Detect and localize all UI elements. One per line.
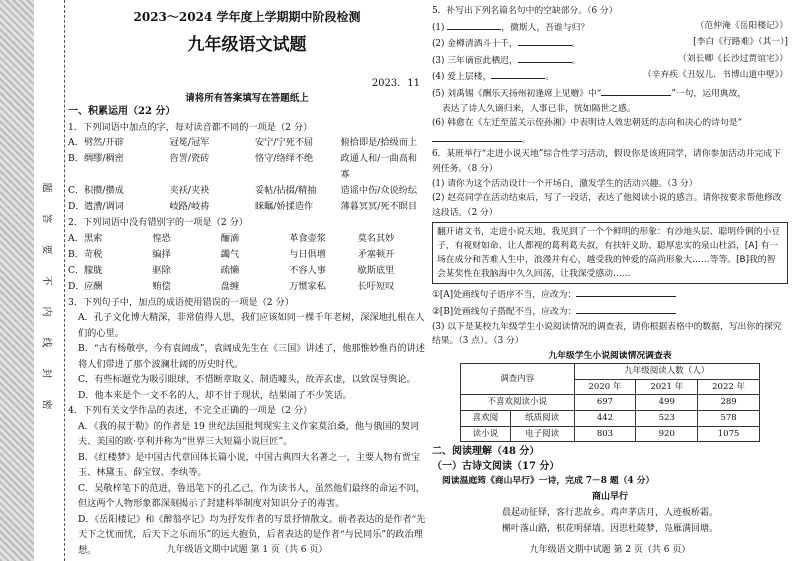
q1-b-2: 咨詈/瓷砖: [169, 153, 210, 164]
poem-title: 商山早行: [591, 492, 628, 503]
value-cell: 697: [574, 395, 636, 411]
q1-b-4: 政通人和/一曲高和寡: [340, 153, 418, 180]
q1-d-label: D．: [68, 201, 85, 212]
value-cell: 920: [636, 426, 698, 442]
q6-fix-a: [432, 286, 788, 303]
row-sublabel: 纸质阅读: [510, 411, 574, 427]
q1-a-3: 安宁/宁死不屈: [255, 137, 314, 148]
q5-1-text: ，微斯人，吾谁与归？: [501, 22, 590, 33]
value-cell: 803: [574, 426, 636, 442]
q5-line-1: [432, 19, 788, 36]
q4-stem: 4．下列有关文学作品的表述，不完全正确的一项是（2 分）: [68, 405, 313, 416]
q1-b-3: 恪守/络绎不绝: [255, 153, 314, 164]
q6-fix-b: [432, 303, 788, 320]
q5-line-3: [432, 52, 788, 69]
q2-stem: 2．下列词语中没有错别字的一项是（2 分）: [68, 217, 248, 228]
q5-1-source: （范仲淹《岳阳楼记》）: [695, 20, 788, 31]
q2-d-5: 长吁短叹: [357, 280, 395, 292]
q5-5-text-c: 表达了诗人久谪归来，人事已非，恍如隔世之感。: [442, 103, 636, 114]
seal-word: 不: [40, 275, 52, 286]
student-quote-box: 翻开诸文书，走进小说天地，我见到了一个个鲜明的形象：有沙地头层、聪明伶俐的小豆子，有视财如命、让人都视的葛利葛夫叔，有扶轩义助、聪厚忠实的泉山杜滔，[A] 有一场在成分和苦难人生中，浪漫并有心，越受我的钟爱的高尚形象大……等等。[B]我的智会某奖性在我脑海中久久回荡，让我深受感动……: [432, 222, 788, 284]
row-label: 喜欢阅: [461, 411, 511, 427]
q6-stem: 6．某班举行“走进小说天地”综合性学习活动，假设你是该班同学，请你参加活动并完成下列任务。（8 分）: [432, 149, 781, 174]
q1-c-2: 夹袄/夹袂: [169, 185, 210, 196]
q2-d-1: 应酬: [84, 280, 103, 292]
q3-stem: 3．下列句子中，加点的成语使用错误的一项是（2 分）: [68, 296, 294, 308]
year-cell: 2022 年: [698, 379, 760, 395]
q2-d-label: D．: [68, 280, 85, 292]
q5-2-end: 。: [571, 39, 581, 50]
q5-line-2: [432, 35, 788, 52]
subsection-poetry: （一）古诗文阅读（17 分）: [432, 460, 560, 472]
value-cell: 289: [698, 395, 760, 411]
year-cell: 2021 年: [636, 379, 698, 395]
section-accumulation: [68, 104, 426, 558]
q1-d-4: 薄暮冥冥/死不瞑目: [340, 201, 418, 212]
q1-c-label: C．: [68, 185, 85, 196]
answer-blank[interactable]: [491, 68, 545, 79]
q1-stem: 1．下列词语中加点的字，每对读音都不同的一项是（2 分）: [68, 121, 313, 133]
q1-d-3: 睐瞩/娇揉造作: [255, 201, 314, 212]
seal-word: 密: [40, 399, 52, 410]
seal-word: 线: [40, 337, 52, 348]
exam-title: 九年级语文试题: [187, 35, 307, 55]
q3-option-c: C．有些标题党为吸引眼球，不惜断章取义、制造噱头，故弄玄虚，以致误导舆论。: [78, 374, 416, 385]
q5-6-text: (6) 韩愈在《左迁至蓝关示侄孙湘》中表明诗人效忠朝廷的志向和决心的诗句是“: [432, 118, 743, 129]
exam-year-title: 2023～2024 学年度上学期期中阶段检测: [133, 10, 361, 24]
q2-c-2: 驱除: [152, 264, 171, 276]
q4-option-a: A．《我的叔于勒》的作者是 19 世纪法国批判现实主义作家莫泊桑，他与俄国的契诃夫、美国的欧·亨利并称为“世界三大短篇小说巨匠”。: [78, 420, 420, 447]
left-page: [68, 0, 426, 561]
answer-notice: 请将所有答案填写在答题纸上: [185, 93, 309, 104]
q2-a-3: 酾滴: [220, 232, 240, 244]
q3-option-b: B．“古有杨敬亭，今有袁阔成”，袁阔成先生在《三国》讲述了，他那惟妙惟肖的讲述将人们带进了那个波澜壮阔的历史时代。: [78, 343, 425, 370]
q1-a-1: 劈然/开辟: [84, 137, 124, 148]
value-cell: 578: [698, 411, 760, 427]
q2-options: [68, 231, 426, 295]
table-row: [461, 364, 760, 380]
q1-c-1: 积攒/攒成: [84, 185, 124, 196]
q5-stem: 5．补写出下列名篇名句中的空缺部分。（6 分）: [432, 6, 618, 16]
q2-d-3: 盘缠: [220, 280, 240, 292]
row-sublabel: 电子阅读: [510, 426, 574, 442]
q2-a-5: 莫名其妙: [357, 232, 395, 244]
poem-line-2: 槲叶落山路，枳花明驿墙。因思杜陵梦，凫雁满回塘。: [501, 524, 718, 535]
value-cell: 1075: [698, 426, 760, 442]
year-cell: 2020 年: [574, 379, 636, 395]
table-header-cell: 调查内容: [461, 364, 575, 395]
value-cell: 523: [636, 411, 698, 427]
q2-c-3: 疏懒: [220, 264, 240, 276]
q4-option-d: D．《岳阳楼记》和《醉翁亭记》均为抒发作者的写景抒情散文。前者表达的是作者“先天下之忧而忧，后天下之乐而乐”的远大抱负，后者表达的是作者“与民同乐”的政治理想。: [78, 513, 426, 556]
q2-b-3: 蠲气: [220, 248, 240, 260]
poem-task: 阅读温庭筠《商山早行》一诗，完成 7－8 题（4 分）: [442, 476, 655, 487]
q3-option-d: D．他本来是个一文不名的人，却不甘于现状，结果闹了不少笑话。: [78, 389, 352, 401]
q3-option-a: A．孔子文化博大精深，非常值得人思，我们应该如同一棵千年老树，深深地扎根在人们的心里。: [78, 312, 425, 339]
q4-option-b: B．《红楼梦》是中国古代章回体长篇小说，中国古典四大名著之一，主要人物有贾宝玉、林黛玉、薛宝钗、李纨等。: [78, 451, 421, 478]
q2-b-5: 矛塞顿开: [357, 248, 395, 260]
q6-task-1: (1) 请你为这个活动设计一个开场白，激发学生的活动兴趣。（3 分）: [432, 178, 698, 189]
answer-blank[interactable]: [576, 286, 676, 297]
table-row: [461, 426, 760, 442]
q1-a-4: 俯拾即是/拾级而上: [340, 137, 418, 148]
q1-d-2: 岐路/岐祷: [169, 201, 210, 212]
answer-blank[interactable]: [518, 52, 572, 63]
survey-table: [460, 363, 760, 442]
q6-fix-b-text: ②[B]处画线句子搭配不当，应改为：: [432, 306, 577, 317]
q2-b-label: B．: [68, 248, 84, 260]
q5-4-end: 。: [545, 72, 555, 83]
row-label: 不喜欢阅读小说: [461, 395, 575, 411]
q2-b-2: 编择: [152, 248, 171, 260]
q6-task-2: (2) 赵亮同学在活动结束后，写了一段话，表达了他阅读小说的感言。请你按要求帮他修改这段话。（2 分）: [432, 193, 782, 218]
seal-word: 要: [40, 244, 52, 255]
answer-blank[interactable]: [601, 85, 671, 96]
seal-line-words: [38, 180, 58, 412]
q1-b-1: 绸缪/稠密: [84, 153, 124, 164]
q2-c-label: C．: [68, 264, 85, 276]
q2-b-4: 与日俱增: [289, 248, 326, 260]
right-page: [432, 0, 788, 561]
poem-line-1: 晨起动征铎，客行悲故乡。鸡声茅店月，人迹板桥霜。: [501, 508, 718, 519]
seal-word: 题: [40, 182, 52, 193]
section-reading: 二、阅读理解（48 分）: [432, 446, 540, 458]
answer-blank[interactable]: [518, 35, 572, 46]
q2-c-4: 不容人事: [289, 264, 326, 276]
seal-word: 答: [40, 213, 52, 224]
q1-d-1: 遣漕/调词: [84, 201, 124, 212]
q1-options: [68, 135, 426, 215]
value-cell: 442: [574, 411, 636, 427]
q2-c-5: 歇斯底里: [357, 264, 395, 276]
q5-line-6: [432, 116, 788, 147]
q5-3-end: 。: [571, 55, 581, 66]
seal-word: 内: [40, 306, 52, 317]
q2-d-2: 贿偿: [152, 280, 171, 292]
q5-4-source: （辛弃疾《丑奴儿．书博山道中壁》）: [642, 70, 788, 81]
q2-b-1: 苛税: [84, 248, 103, 260]
q2-c-1: 朦胧: [84, 264, 103, 276]
answer-blank[interactable]: [447, 19, 501, 30]
q6-fix-a-text: ①[A]处画线句子语序不当，应改为：: [432, 290, 577, 301]
q1-c-4: 造谣中伤/众说纷纭: [340, 185, 418, 196]
answer-blank[interactable]: [432, 131, 522, 142]
q1-a-label: A．: [68, 137, 84, 148]
q1-b-label: B．: [68, 153, 84, 164]
exam-date: 2023．11: [371, 78, 420, 89]
q5-1-num: (1): [432, 22, 445, 33]
q2-a-2: 惶恐: [152, 232, 171, 244]
q5-6-end: 。: [522, 134, 531, 145]
q5-2-source: [李白《行路难》（其一）]: [693, 37, 788, 48]
table-row: [461, 411, 760, 427]
q5-5-text: (5) 刘禹锡《酬乐天扬州初逢席上见赠》中“: [432, 88, 602, 99]
answer-blank[interactable]: [576, 303, 676, 314]
q5-4-text: (4) 爱上层楼，: [432, 72, 492, 83]
q2-a-4: 革食壶浆: [289, 232, 326, 244]
seal-line-strip: [34, 0, 65, 561]
seal-word: 封: [40, 368, 52, 379]
value-cell: 499: [636, 395, 698, 411]
row-label: 读小说: [461, 426, 511, 442]
page-footer-2: 九年级语文期中试题 第 2 页（共 6 页）: [529, 545, 691, 555]
q1-a-2: 冠冕/冠军: [169, 137, 210, 148]
q5-3-text: (3) 三年谪宦此栖迟，: [432, 55, 518, 66]
q1-c-3: 妥帖/拈掇/精抽: [255, 185, 317, 196]
q5-2-text: (2) 金樽清酒斗十千，: [432, 39, 518, 50]
right-content: [432, 4, 788, 537]
q5-line-4: [432, 68, 788, 85]
section-heading: 一、积累运用（22 分）: [68, 106, 176, 117]
q2-a-label: A．: [68, 232, 84, 244]
q6-task-3: (3) 以下是某校九年级学生小说阅读情况的调查表，请你根据表格中的数据，写出你的探究结果。（3 点）。（3 分）: [432, 321, 782, 347]
binding-margin-pattern: [0, 0, 34, 561]
table-header-cell: 九年级阅读人数（人）: [574, 364, 759, 380]
page-footer-1: 九年级语文期中试题 第 1 页（共 6 页）: [166, 545, 328, 555]
table-title: 九年级学生小说阅读情况调查表: [548, 350, 672, 361]
q4-option-c: C．吴敬梓笔下的范进，鲁迅笔下的孔乙己，作为读书人，虽然他们最终的命运不同，但这两个人物形象都深刻揭示了封建科举制度对知识分子的毒害。: [78, 482, 425, 509]
q5-line-5: [432, 85, 788, 102]
q2-d-4: 万惯家私: [289, 280, 326, 292]
q2-a-1: 黑索: [84, 232, 103, 244]
q5-5-text-b: ”一句，运用典故，: [671, 88, 747, 99]
q5-3-source: （刘长卿《长沙过贾谊宅》）: [678, 53, 788, 64]
table-row: [461, 395, 760, 411]
